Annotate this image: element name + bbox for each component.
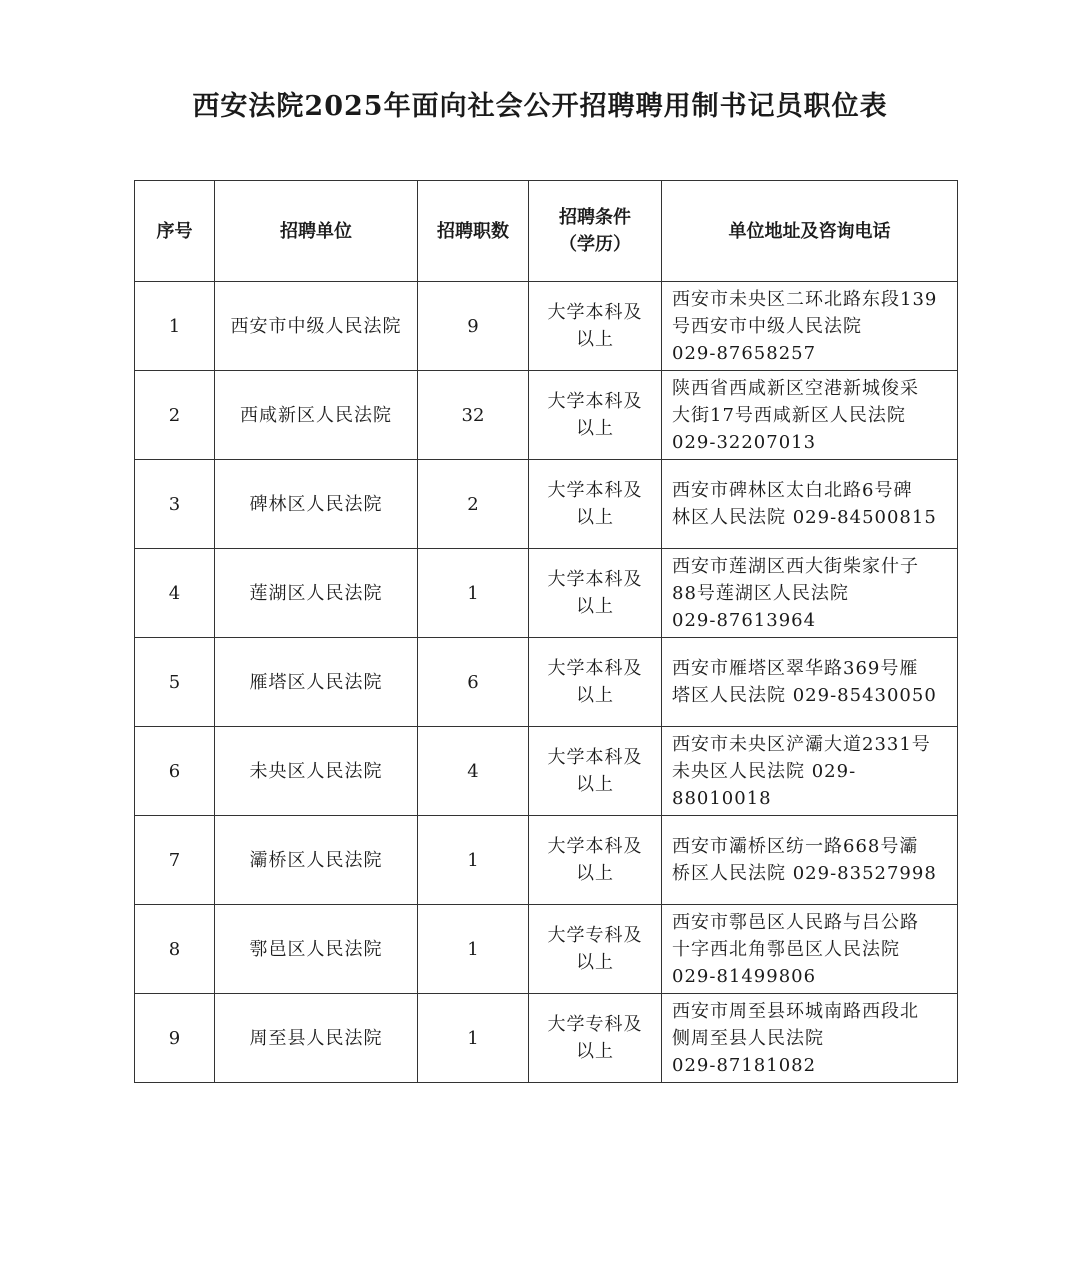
education-line1: 大学专科及 xyxy=(547,925,643,946)
cell-count: 1 xyxy=(418,994,529,1083)
address-line: 西安市雁塔区翠华路369号雁 xyxy=(672,658,919,679)
cell-unit: 碑林区人民法院 xyxy=(215,460,418,549)
cell-seq: 6 xyxy=(135,727,215,816)
education-line2: 以上 xyxy=(576,596,614,617)
cell-count: 4 xyxy=(418,727,529,816)
address-line: 029-32207013 xyxy=(672,431,817,453)
education-line2: 以上 xyxy=(576,507,614,528)
cell-seq: 4 xyxy=(135,549,215,638)
address-line: 林区人民法院 029-84500815 xyxy=(672,507,937,528)
cell-count: 2 xyxy=(418,460,529,549)
cell-address xyxy=(662,371,958,460)
header-condition-line2: （学历） xyxy=(559,234,631,255)
address-line: 西安市鄠邑区人民路与吕公路 xyxy=(672,911,919,933)
cell-seq: 8 xyxy=(135,905,215,994)
education-line2: 以上 xyxy=(576,685,614,706)
cell-seq: 2 xyxy=(135,371,215,460)
address-line: 桥区人民法院 029-83527998 xyxy=(672,863,937,884)
header-condition xyxy=(529,181,662,282)
education-line1: 大学专科及 xyxy=(547,1014,643,1035)
cell-address xyxy=(662,460,958,549)
header-seq: 序号 xyxy=(135,181,215,282)
cell-address xyxy=(662,905,958,994)
cell-address xyxy=(662,994,958,1083)
table-row xyxy=(135,371,958,460)
cell-education xyxy=(529,727,662,816)
cell-count: 9 xyxy=(418,282,529,371)
cell-unit: 灞桥区人民法院 xyxy=(215,816,418,905)
cell-education xyxy=(529,905,662,994)
cell-education xyxy=(529,638,662,727)
cell-education xyxy=(529,816,662,905)
cell-address xyxy=(662,549,958,638)
cell-count: 6 xyxy=(418,638,529,727)
address-line: 西安市灞桥区纺一路668号灞 xyxy=(672,836,919,857)
table-row xyxy=(135,638,958,727)
education-line1: 大学本科及 xyxy=(547,302,643,323)
address-line: 西安市周至县环城南路西段北 xyxy=(672,1000,919,1022)
education-line1: 大学本科及 xyxy=(547,391,643,412)
cell-education xyxy=(529,549,662,638)
cell-count: 1 xyxy=(418,549,529,638)
header-condition-line1: 招聘条件 xyxy=(559,207,631,228)
header-count: 招聘职数 xyxy=(418,181,529,282)
address-line: 029-81499806 xyxy=(672,965,817,987)
address-line: 029-87613964 xyxy=(672,609,817,631)
header-address: 单位地址及咨询电话 xyxy=(662,181,958,282)
address-line: 029-87181082 xyxy=(672,1054,817,1076)
cell-unit: 未央区人民法院 xyxy=(215,727,418,816)
table-row xyxy=(135,905,958,994)
address-line: 陕西省西咸新区空港新城俊采 xyxy=(672,377,919,399)
education-line1: 大学本科及 xyxy=(547,569,643,590)
address-line: 西安市碑林区太白北路6号碑 xyxy=(672,480,913,501)
address-line: 号西安市中级人民法院 xyxy=(672,315,862,337)
positions-table xyxy=(134,180,958,1083)
address-line: 十字西北角鄠邑区人民法院 xyxy=(672,938,900,960)
page-title: 西安法院2025年面向社会公开招聘聘用制书记员职位表 xyxy=(192,91,888,122)
cell-unit: 雁塔区人民法院 xyxy=(215,638,418,727)
cell-unit: 周至县人民法院 xyxy=(215,994,418,1083)
cell-seq: 5 xyxy=(135,638,215,727)
cell-seq: 9 xyxy=(135,994,215,1083)
table-row xyxy=(135,816,958,905)
education-line2: 以上 xyxy=(576,418,614,439)
cell-education xyxy=(529,460,662,549)
table-row xyxy=(135,994,958,1083)
address-line: 西安市未央区二环北路东段139 xyxy=(672,288,938,310)
education-line1: 大学本科及 xyxy=(547,658,643,679)
cell-count: 1 xyxy=(418,905,529,994)
education-line1: 大学本科及 xyxy=(547,836,643,857)
address-line: 029-87658257 xyxy=(672,342,817,364)
table-row xyxy=(135,727,958,816)
cell-count: 1 xyxy=(418,816,529,905)
header-unit: 招聘单位 xyxy=(215,181,418,282)
cell-seq: 3 xyxy=(135,460,215,549)
cell-address xyxy=(662,727,958,816)
address-line: 88号莲湖区人民法院 xyxy=(672,582,849,604)
address-line: 侧周至县人民法院 xyxy=(672,1027,824,1049)
address-line: 未央区人民法院 029-88010018 xyxy=(672,760,857,809)
cell-education xyxy=(529,994,662,1083)
table-header-row xyxy=(135,181,958,282)
cell-education xyxy=(529,282,662,371)
education-line2: 以上 xyxy=(576,774,614,795)
cell-unit: 鄠邑区人民法院 xyxy=(215,905,418,994)
education-line2: 以上 xyxy=(576,329,614,350)
cell-education xyxy=(529,371,662,460)
cell-unit: 西咸新区人民法院 xyxy=(215,371,418,460)
table-row xyxy=(135,549,958,638)
cell-unit: 西安市中级人民法院 xyxy=(215,282,418,371)
address-line: 西安市未央区浐灞大道2331号 xyxy=(672,733,931,755)
cell-count: 32 xyxy=(418,371,529,460)
cell-address xyxy=(662,638,958,727)
cell-seq: 1 xyxy=(135,282,215,371)
cell-address xyxy=(662,816,958,905)
table-row xyxy=(135,282,958,371)
education-line2: 以上 xyxy=(576,863,614,884)
education-line1: 大学本科及 xyxy=(547,747,643,768)
address-line: 塔区人民法院 029-85430050 xyxy=(672,685,937,706)
cell-unit: 莲湖区人民法院 xyxy=(215,549,418,638)
address-line: 西安市莲湖区西大街柴家什子 xyxy=(672,555,919,577)
table-row xyxy=(135,460,958,549)
cell-seq: 7 xyxy=(135,816,215,905)
cell-address xyxy=(662,282,958,371)
education-line2: 以上 xyxy=(576,952,614,973)
education-line2: 以上 xyxy=(576,1041,614,1062)
address-line: 大街17号西咸新区人民法院 xyxy=(672,404,906,426)
education-line1: 大学本科及 xyxy=(547,480,643,501)
